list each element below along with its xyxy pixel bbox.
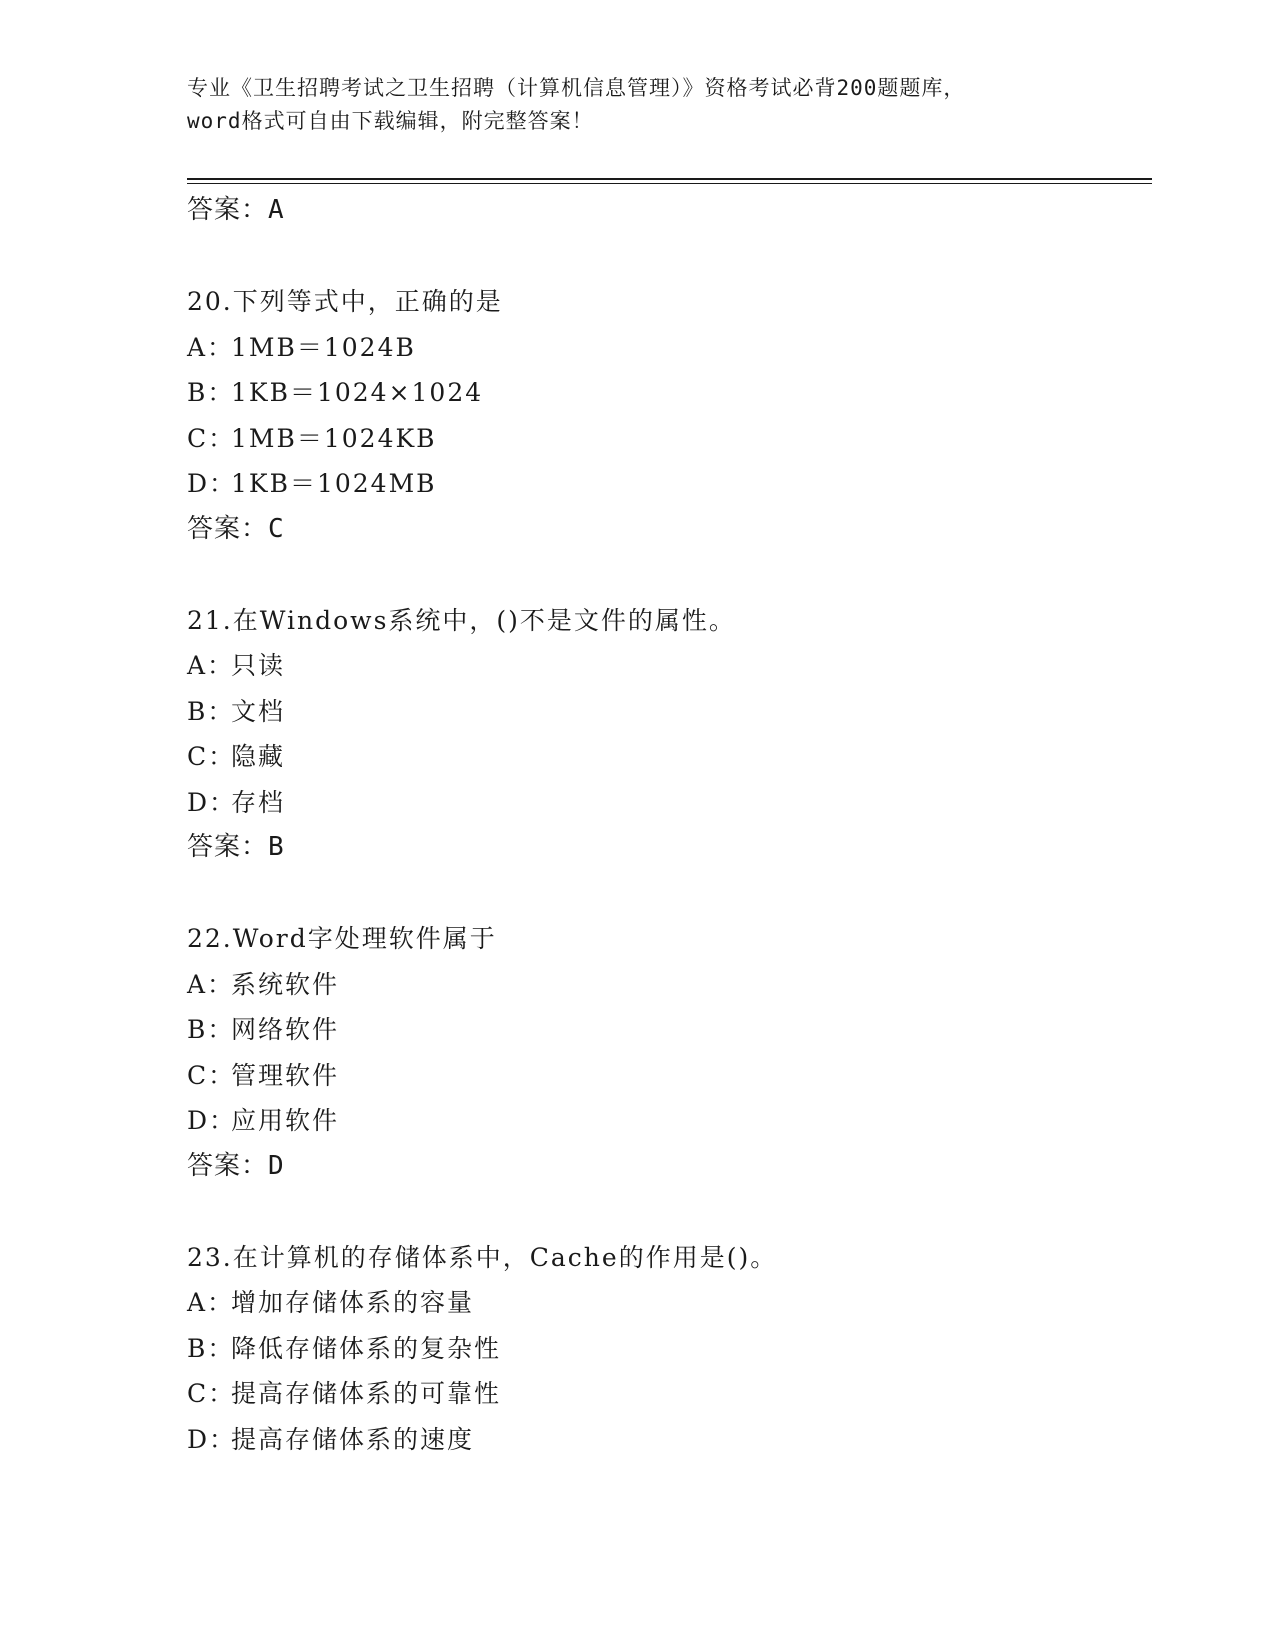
question-block [187, 598, 1147, 871]
option-text: 提高存储体系的速度 [231, 1424, 475, 1454]
option-label: B： [187, 378, 235, 407]
option-b [187, 1326, 1147, 1372]
header-line-2: word格式可自由下载编辑，附完整答案！ [187, 109, 594, 133]
option-a [187, 643, 1147, 689]
option-text: 存档 [231, 787, 286, 817]
question-stem: 22.Word字处理软件属于 [187, 924, 497, 953]
option-label: B： [187, 1015, 235, 1044]
option-label: C： [187, 423, 236, 453]
option-a [187, 962, 1147, 1008]
option-text: 管理软件 [231, 1060, 340, 1090]
option-label: D： [187, 1424, 237, 1454]
question-block [187, 916, 1147, 1189]
option-label: C： [187, 1060, 236, 1090]
option-label: D： [187, 787, 237, 817]
option-b [187, 1007, 1147, 1053]
option-label: A： [187, 332, 235, 362]
option-text: 降低存储体系的复杂性 [231, 1333, 502, 1363]
option-d [187, 780, 1147, 826]
option-label: C： [187, 1379, 236, 1408]
option-text: 1KB＝1024×1024 [231, 378, 484, 407]
option-d [187, 461, 1147, 507]
question-stem: 21.在Windows系统中，()不是文件的属性。 [187, 605, 736, 635]
option-text: 1MB＝1024B [231, 332, 416, 362]
question-block [187, 279, 1147, 552]
question-block [187, 1235, 1147, 1463]
option-d [187, 1417, 1147, 1463]
answer-line: 答案：B [187, 832, 285, 862]
option-text: 应用软件 [231, 1106, 340, 1135]
option-c [187, 416, 1147, 462]
header-line-1: 专业《卫生招聘考试之卫生招聘（计算机信息管理）》资格考试必背200题题库， [187, 76, 966, 100]
option-label: A： [187, 969, 235, 999]
answer-line: 答案：A [187, 195, 285, 225]
header-divider-thin [187, 183, 1152, 184]
option-text: 文档 [231, 696, 286, 726]
option-b [187, 689, 1147, 735]
option-label: D： [187, 1106, 237, 1135]
question-list [187, 188, 1147, 1462]
option-a [187, 1280, 1147, 1326]
option-text: 系统软件 [231, 969, 340, 999]
option-text: 网络软件 [231, 1015, 340, 1044]
answer-line: 答案：D [187, 1150, 285, 1181]
option-c [187, 1053, 1147, 1099]
option-text: 提高存储体系的可靠性 [231, 1379, 502, 1408]
option-label: D： [187, 469, 237, 498]
document-header [187, 72, 1087, 138]
header-divider-thick [187, 178, 1152, 180]
option-label: C： [187, 742, 236, 771]
option-b [187, 370, 1147, 416]
question-stem: 23.在计算机的存储体系中，Cache的作用是()。 [187, 1242, 778, 1272]
option-c [187, 1371, 1147, 1417]
option-text: 增加存储体系的容量 [231, 1288, 475, 1317]
question-stem: 20.下列等式中，正确的是 [187, 287, 503, 316]
option-d [187, 1098, 1147, 1144]
option-label: B： [187, 696, 235, 726]
option-a [187, 325, 1147, 371]
option-text: 1KB＝1024MB [231, 469, 437, 498]
answer-line: 答案：C [187, 513, 285, 544]
option-text: 只读 [231, 651, 286, 680]
option-label: A： [187, 651, 235, 680]
option-text: 隐藏 [231, 742, 286, 771]
option-c [187, 734, 1147, 780]
option-label: A： [187, 1288, 235, 1317]
option-text: 1MB＝1024KB [231, 423, 437, 453]
option-label: B： [187, 1333, 235, 1363]
